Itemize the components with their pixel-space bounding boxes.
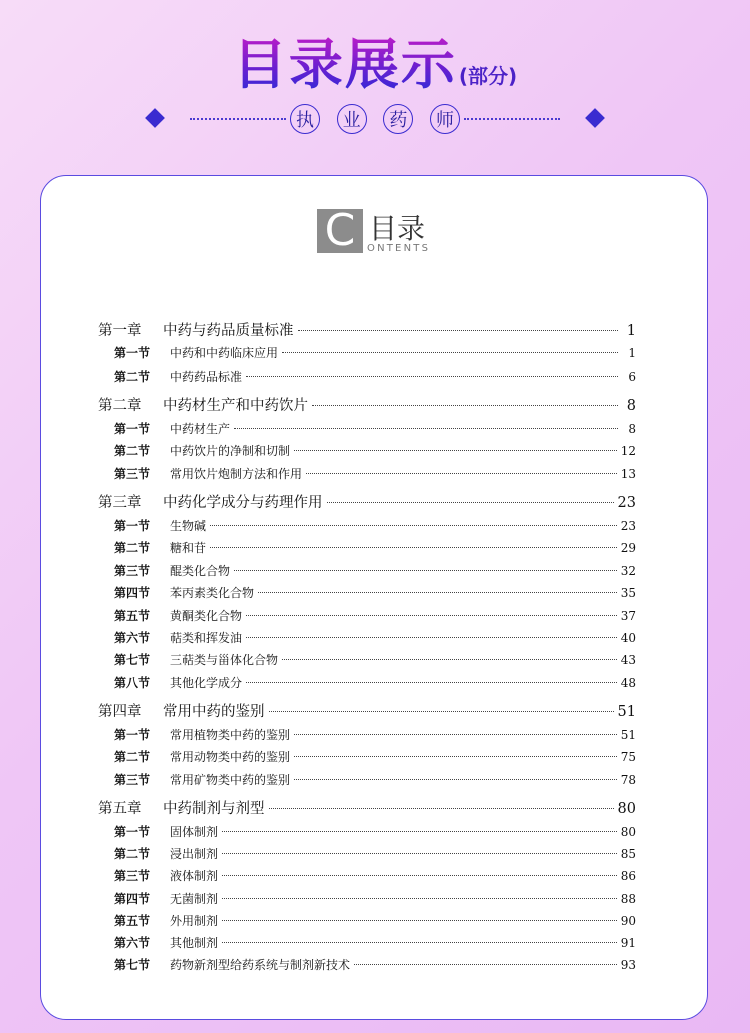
subtitle-char: 业: [337, 104, 367, 134]
toc-dot-leader: [210, 547, 617, 548]
toc-entry-page: 8: [626, 398, 636, 414]
toc-entry-page: 37: [620, 609, 636, 623]
toc-section-row: [114, 748, 636, 765]
toc-entry-number: 第五节: [114, 609, 151, 623]
toc-dot-leader: [246, 376, 618, 377]
toc-dot-leader: [312, 405, 618, 406]
toc-dot-leader: [294, 756, 617, 757]
toc-dot-leader: [246, 637, 617, 638]
toc-entry-page: 85: [620, 847, 636, 861]
toc-entry-number: 第五章: [98, 801, 142, 817]
dotted-divider: [464, 118, 560, 120]
toc-entry-title: 醌类化合物: [170, 564, 231, 578]
toc-entry-page: 8: [628, 422, 636, 436]
diamond-icon: [145, 108, 165, 128]
toc-entry-number: 第一节: [114, 519, 151, 533]
toc-entry-number: 第一节: [114, 346, 151, 360]
toc-section-row: [114, 629, 636, 646]
toc-section-row: [114, 934, 636, 951]
toc-entry-page: 29: [620, 541, 636, 555]
toc-chapter-row: [98, 797, 636, 818]
toc-section-row: [114, 912, 636, 929]
toc-entry-page: 75: [620, 750, 636, 764]
toc-entry-page: 1: [626, 323, 636, 339]
subtitle-chars: [290, 101, 460, 137]
toc-entry-title: 常用矿物类中药的鉴别: [170, 773, 291, 787]
toc-section-row: [114, 726, 636, 743]
toc-entry-title: 常用中药的鉴别: [163, 704, 265, 720]
toc-entry-title: 其他制剂: [170, 936, 219, 950]
toc-entry-page: 78: [620, 773, 636, 787]
toc-entry-title: 黄酮类化合物: [170, 609, 243, 623]
toc-entry-title: 生物碱: [170, 519, 207, 533]
toc-entry-page: 1: [628, 346, 636, 360]
toc-entry-number: 第五节: [114, 914, 151, 928]
toc-entry-title: 中药与药品质量标准: [163, 323, 294, 339]
toc-section-row: [114, 823, 636, 840]
toc-dot-leader: [222, 853, 617, 854]
toc-entry-number: 第三节: [114, 467, 151, 481]
toc-entry-number: 第七节: [114, 653, 151, 667]
toc-entry-number: 第二节: [114, 444, 151, 458]
banner-title-suffix: (部分): [458, 64, 518, 88]
subtitle-char: 药: [383, 104, 413, 134]
toc-entry-title: 液体制剂: [170, 869, 219, 883]
toc-dot-leader: [222, 898, 617, 899]
toc-entry-number: 第四节: [114, 586, 151, 600]
toc-entry-page: 91: [620, 936, 636, 950]
toc-entry-title: 中药和中药临床应用: [170, 346, 279, 360]
toc-entry-page: 86: [620, 869, 636, 883]
toc-entry-title: 常用植物类中药的鉴别: [170, 728, 291, 742]
toc-entry-title: 固体制剂: [170, 825, 219, 839]
toc-entry-title: 萜类和挥发油: [170, 631, 243, 645]
toc-dot-leader: [246, 615, 617, 616]
toc-entry-page: 90: [620, 914, 636, 928]
toc-section-row: [114, 420, 636, 437]
toc-entry-number: 第四章: [98, 704, 142, 720]
toc-dot-leader: [282, 352, 618, 353]
toc-entry-title: 中药饮片的净制和切制: [170, 444, 291, 458]
toc-entry-page: 35: [620, 586, 636, 600]
toc-entry-page: 80: [620, 825, 636, 839]
toc-dot-leader: [222, 920, 617, 921]
toc-entry-title: 苯丙素类化合物: [170, 586, 255, 600]
toc-entry-number: 第六节: [114, 631, 151, 645]
toc-entry-number: 第七节: [114, 958, 151, 972]
toc-entry-number: 第二节: [114, 370, 151, 384]
toc-entry-number: 第一节: [114, 825, 151, 839]
toc-dot-leader: [234, 570, 617, 571]
toc-entry-page: 32: [620, 564, 636, 578]
toc-dot-leader: [294, 734, 617, 735]
toc-dot-leader: [246, 682, 617, 683]
toc-entry-number: 第八节: [114, 676, 151, 690]
toc-section-row: [114, 867, 636, 884]
toc-entry-title: 三萜类与甾体化合物: [170, 653, 279, 667]
toc-section-row: [114, 562, 636, 579]
toc-section-row: [114, 442, 636, 459]
toc-entry-page: 51: [620, 728, 636, 742]
toc-section-row: [114, 368, 636, 385]
toc-entry-number: 第三节: [114, 564, 151, 578]
toc-dot-leader: [234, 428, 618, 429]
toc-entry-page: 51: [617, 704, 636, 720]
toc-entry-number: 第三章: [98, 495, 142, 511]
toc-entry-title: 无菌制剂: [170, 892, 219, 906]
toc-entry-page: 80: [617, 801, 636, 817]
toc-entry-number: 第三节: [114, 773, 151, 787]
toc-entry-title: 糖和苷: [170, 541, 207, 555]
toc-entry-page: 6: [628, 370, 636, 384]
toc-entry-page: 23: [617, 495, 636, 511]
subtitle-char: 师: [430, 104, 460, 134]
toc-section-row: [114, 651, 636, 668]
toc-section-row: [114, 584, 636, 601]
toc-dot-leader: [294, 779, 617, 780]
toc-entry-number: 第一章: [98, 323, 142, 339]
toc-dot-leader: [222, 875, 617, 876]
toc-section-row: [114, 956, 636, 973]
toc-entry-number: 第二章: [98, 398, 142, 414]
toc-entry-title: 常用动物类中药的鉴别: [170, 750, 291, 764]
toc-entry-page: 13: [620, 467, 636, 481]
toc-entry-number: 第三节: [114, 869, 151, 883]
contents-logo: [317, 205, 447, 259]
toc-entry-page: 93: [620, 958, 636, 972]
contents-card: [40, 175, 708, 1020]
toc-dot-leader: [354, 964, 617, 965]
toc-section-row: [114, 517, 636, 534]
toc-chapter-row: [98, 319, 636, 340]
toc-dot-leader: [327, 502, 614, 503]
toc-section-row: [114, 674, 636, 691]
toc-chapter-row: [98, 700, 636, 721]
toc-entry-page: 12: [620, 444, 636, 458]
toc-entry-title: 中药化学成分与药理作用: [163, 495, 323, 511]
toc-entry-title: 中药材生产和中药饮片: [163, 398, 308, 414]
toc-entry-title: 中药药品标准: [170, 370, 243, 384]
toc-section-row: [114, 465, 636, 482]
subtitle-row: [140, 101, 610, 137]
toc-entry-title: 常用饮片炮制方法和作用: [170, 467, 303, 481]
contents-logo-subtitle: ONTENTS: [367, 243, 431, 254]
toc-entry-page: 43: [620, 653, 636, 667]
toc-entry-page: 40: [620, 631, 636, 645]
toc-dot-leader: [222, 942, 617, 943]
toc-entry-number: 第二节: [114, 847, 151, 861]
banner-title: [0, 22, 750, 99]
contents-logo-letter: C: [317, 209, 363, 253]
toc-dot-leader: [298, 330, 619, 331]
toc-entry-number: 第一节: [114, 422, 151, 436]
toc-section-row: [114, 539, 636, 556]
toc-section-row: [114, 771, 636, 788]
banner-main-title: 目录展示: [232, 33, 457, 96]
toc-entry-number: 第六节: [114, 936, 151, 950]
toc-section-row: [114, 845, 636, 862]
toc-dot-leader: [222, 831, 617, 832]
toc-chapter-row: [98, 394, 636, 415]
toc-chapter-row: [98, 491, 636, 512]
toc-section-row: [114, 607, 636, 624]
subtitle-char: 执: [290, 104, 320, 134]
toc-section-row: [114, 344, 636, 361]
toc-dot-leader: [269, 711, 614, 712]
toc-entry-number: 第二节: [114, 541, 151, 555]
toc-entry-title: 其他化学成分: [170, 676, 243, 690]
diamond-icon: [585, 108, 605, 128]
toc-entry-title: 中药制剂与剂型: [163, 801, 265, 817]
toc-dot-leader: [282, 659, 617, 660]
toc-dot-leader: [294, 450, 617, 451]
toc-dot-leader: [258, 592, 617, 593]
toc-entry-title: 外用制剂: [170, 914, 219, 928]
toc-entry-number: 第四节: [114, 892, 151, 906]
contents-logo-title: 目录: [369, 212, 426, 245]
toc-entry-page: 48: [620, 676, 636, 690]
toc-entry-title: 浸出制剂: [170, 847, 219, 861]
dotted-divider: [190, 118, 286, 120]
toc-section-row: [114, 890, 636, 907]
toc-entry-page: 88: [620, 892, 636, 906]
toc-dot-leader: [210, 525, 617, 526]
toc-entry-title: 中药材生产: [170, 422, 231, 436]
toc-entry-number: 第二节: [114, 750, 151, 764]
toc-entry-page: 23: [620, 519, 636, 533]
toc-entry-title: 药物新剂型给药系统与制剂新技术: [170, 958, 351, 972]
toc-dot-leader: [269, 808, 614, 809]
toc-dot-leader: [306, 473, 617, 474]
toc-entry-number: 第一节: [114, 728, 151, 742]
